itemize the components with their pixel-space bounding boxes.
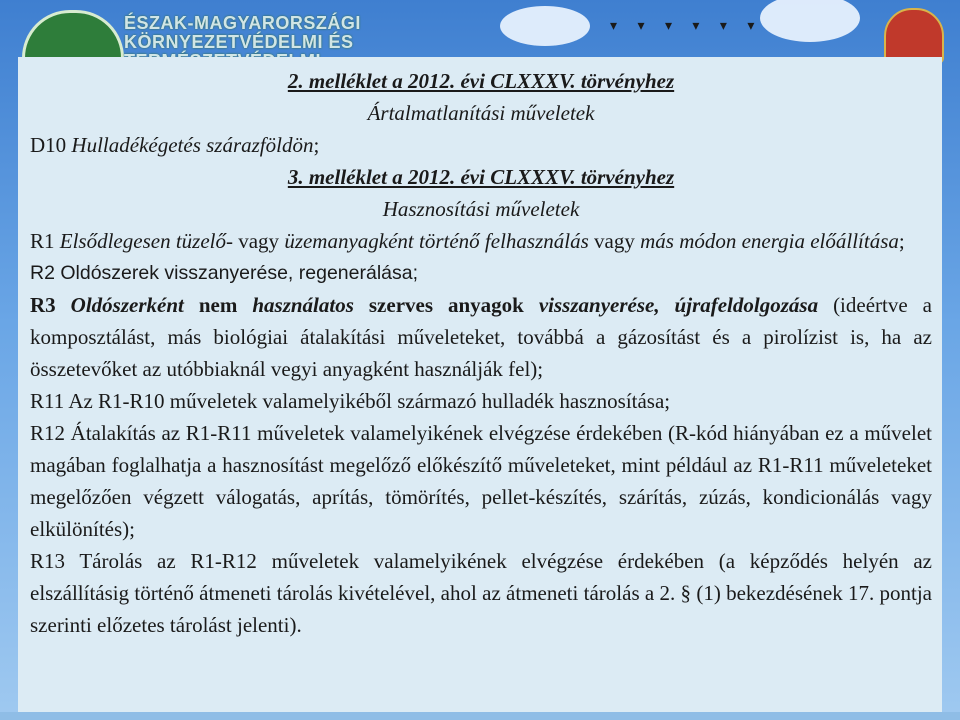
footer-strip <box>0 712 960 720</box>
r1-item <box>30 225 932 257</box>
r1-text-part: üzemanyagként történő felhasználás <box>284 229 589 253</box>
r3-code: R3 <box>30 293 56 317</box>
r3-text-part: használatos <box>252 293 354 317</box>
cloud-icon <box>500 6 590 46</box>
r3-text-part: Oldószerként <box>70 293 184 317</box>
r1-code: R1 <box>30 229 55 253</box>
annex-2-subtitle: Ártalmatlanítási műveletek <box>367 101 595 125</box>
r2-item: R2 Oldószerek visszanyerése, regenerálása; <box>30 262 419 284</box>
r1-text-part: más módon energia előállítása <box>640 229 899 253</box>
birds-icon: ▾ ▾ ▾ ▾ ▾ ▾ <box>610 18 763 34</box>
d10-text: Hulladékégetés szárazföldön <box>71 133 314 157</box>
content-panel <box>18 57 942 712</box>
coat-of-arms-icon <box>884 8 944 64</box>
r3-text-part: szerves anyagok <box>353 293 539 317</box>
r1-text-part: vagy <box>232 229 285 253</box>
d10-end: ; <box>313 133 320 157</box>
document-body <box>30 65 932 641</box>
r3-item <box>30 289 932 385</box>
org-name-line-1: ÉSZAK-MAGYARORSZÁGI <box>124 13 361 33</box>
d10-code: D10 <box>30 133 67 157</box>
r11-item: R11 Az R1-R10 műveletek valamelyikéből származó hulladék hasznosítása; <box>30 389 671 413</box>
r3-rest: (ideértve a komposztálást, más biológiai átalakítási műveleteket, továbbá a gázosítást és a pirolízist is, ha az összetevőket az utóbbiaknál vegyi anyagként használják fel); <box>30 293 932 381</box>
r1-text-part: Elsődlegesen tüzelő- <box>59 229 233 253</box>
r1-text-part: vagy <box>588 229 641 253</box>
r3-text-part: visszanyerése, újrafeldolgozása <box>538 293 819 317</box>
r3-text-part: nem <box>183 293 253 317</box>
r13-item: R13 Tárolás az R1-R12 műveletek valamelyikének elvégzése érdekében (a képződés helyén az elszállításig történő átmeneti tárolás kivételével, ahol az átmeneti tárolás a 2. § (1) bekezdésének 17. pontja szerinti előzetes tárolást jelenti). <box>30 549 932 637</box>
r12-item: R12 Átalakítás az R1-R11 műveletek valamelyikének elvégzése érdekében (R-kód hiányában ez a művelet magában foglalhatja a hasznosítást megelőző előkészítő műveleteket, mint például az R1-R11 műveleteket megelőzően végzett válogatás, aprítás, tömörítés, pellet-készítés, szárítás, zúzás, kondicionálás vagy elkülönítés); <box>30 421 932 541</box>
cloud-icon <box>760 0 860 42</box>
d10-item <box>30 129 932 161</box>
annex-3-subtitle: Hasznosítási műveletek <box>382 197 580 221</box>
header-banner <box>0 0 960 60</box>
r1-end: ; <box>898 229 905 253</box>
annex-2-title: 2. melléklet a 2012. évi CLXXXV. törvényhez <box>287 69 675 93</box>
annex-3-title: 3. melléklet a 2012. évi CLXXXV. törvényhez <box>287 165 675 189</box>
org-name-line-2: KÖRNYEZETVÉDELMI ÉS <box>124 32 354 52</box>
